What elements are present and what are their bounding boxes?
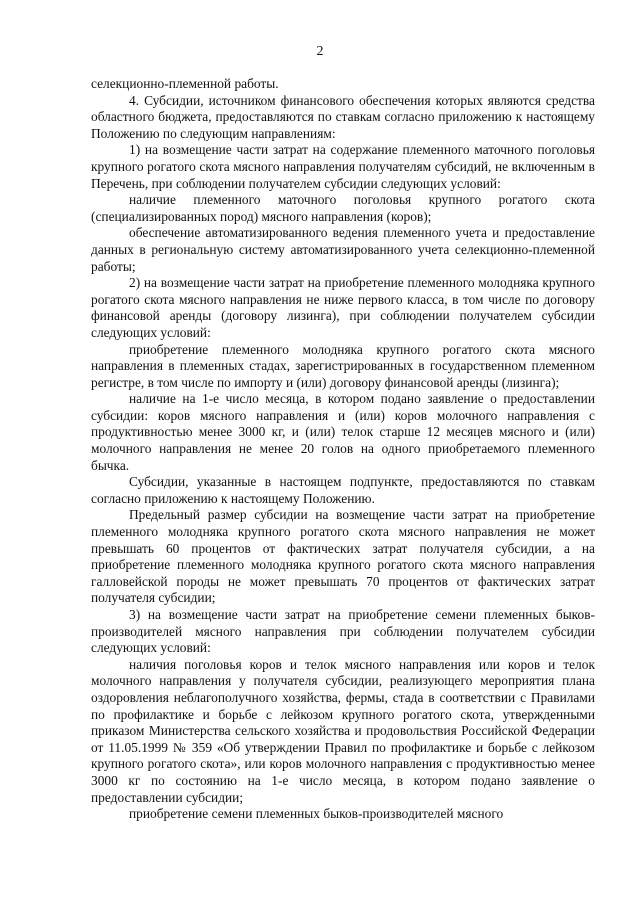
paragraph-3: 1) на возмещение части затрат на содержание племенного маточного поголовья крупного рогатого скота мясного направления получателям субсидий, не включенным в Перечень, при соблюдении получателем субсидии следующих условий: — [91, 142, 595, 191]
paragraph-2: 4. Субсидии, источником финансового обеспечения которых являются средства областного бюджета, предоставляются по ставкам согласно приложению к настоящему Положению по следующим направлениям: — [91, 92, 595, 141]
page-number: 2 — [316, 44, 324, 59]
paragraph-9: Субсидии, указанные в настоящем подпункте, предоставляются по ставкам согласно приложению к настоящему Положению. — [91, 474, 595, 506]
paragraph-1: селекционно-племенной работы. — [91, 76, 279, 91]
paragraph-10: Предельный размер субсидии на возмещение части затрат на приобретение племенного молодняка крупного рогатого скота мясного направления не может превышать 60 процентов от фактических затрат получателя субсидии, а на приобретение племенного молодняка крупного рогатого скота мясного направления галловейской породы не может превышать 70 процентов от фактических затрат получателя субсидии; — [91, 507, 595, 606]
paragraph-4: наличие племенного маточного поголовья крупного рогатого скота (специализированных пород) мясного направления (коров); — [91, 192, 595, 224]
paragraph-8: наличие на 1-е число месяца, в котором подано заявление о предоставлении субсидии: коров мясного направления и (или) коров молочного направления с продуктивностью менее 3000 кг, и (или) телок старше 12 месяцев мясного и (или) молочного направления не менее 20 голов на одного приобретаемого племенного бычка. — [91, 391, 595, 473]
paragraph-7: приобретение племенного молодняка крупного рогатого скота мясного направления в племенных стадах, зарегистрированных в государственном племенном регистре, в том числе по импорту и (или) договору финансовой аренды (лизинга); — [91, 341, 595, 390]
paragraph-6: 2) на возмещение части затрат на приобретение племенного молодняка крупного рогатого скота мясного направления не ниже первого класса, в том числе по договору финансовой аренды (договору лизинга), при соблюдении получателем субсидии следующих условий: — [91, 275, 595, 340]
paragraph-12: наличия поголовья коров и телок мясного направления или коров и телок молочного направления у получателя субсидии, реализующего мероприятия плана оздоровления неблагополучного хозяйства, фермы, стада в соответствии с Правилами по профилактике и борьбе с лейкозом крупного рогатого скота, утвержденными приказом Министерства сельского хозяйства и продовольствия Российской Федерации от 11.05.1999 № 359 «Об утверждении Правил по профилактике и борьбе с лейкозом крупного рогатого скота», или коров молочного направления с продуктивностью менее 3000 кг по состоянию на 1-е число месяца, в котором подано заявление о предоставлении субсидии; — [91, 656, 595, 805]
document-body — [91, 76, 595, 823]
paragraph-13: приобретение семени племенных быков-производителей мясного — [129, 806, 504, 822]
paragraph-5: обеспечение автоматизированного ведения племенного учета и предоставление данных в региональную систему автоматизированного учета селекционно-племенной работы; — [91, 225, 595, 274]
paragraph-11: 3) на возмещение части затрат на приобретение семени племенных быков-производителей мясного направления при соблюдении получателем субсидии следующих условий: — [91, 607, 595, 656]
